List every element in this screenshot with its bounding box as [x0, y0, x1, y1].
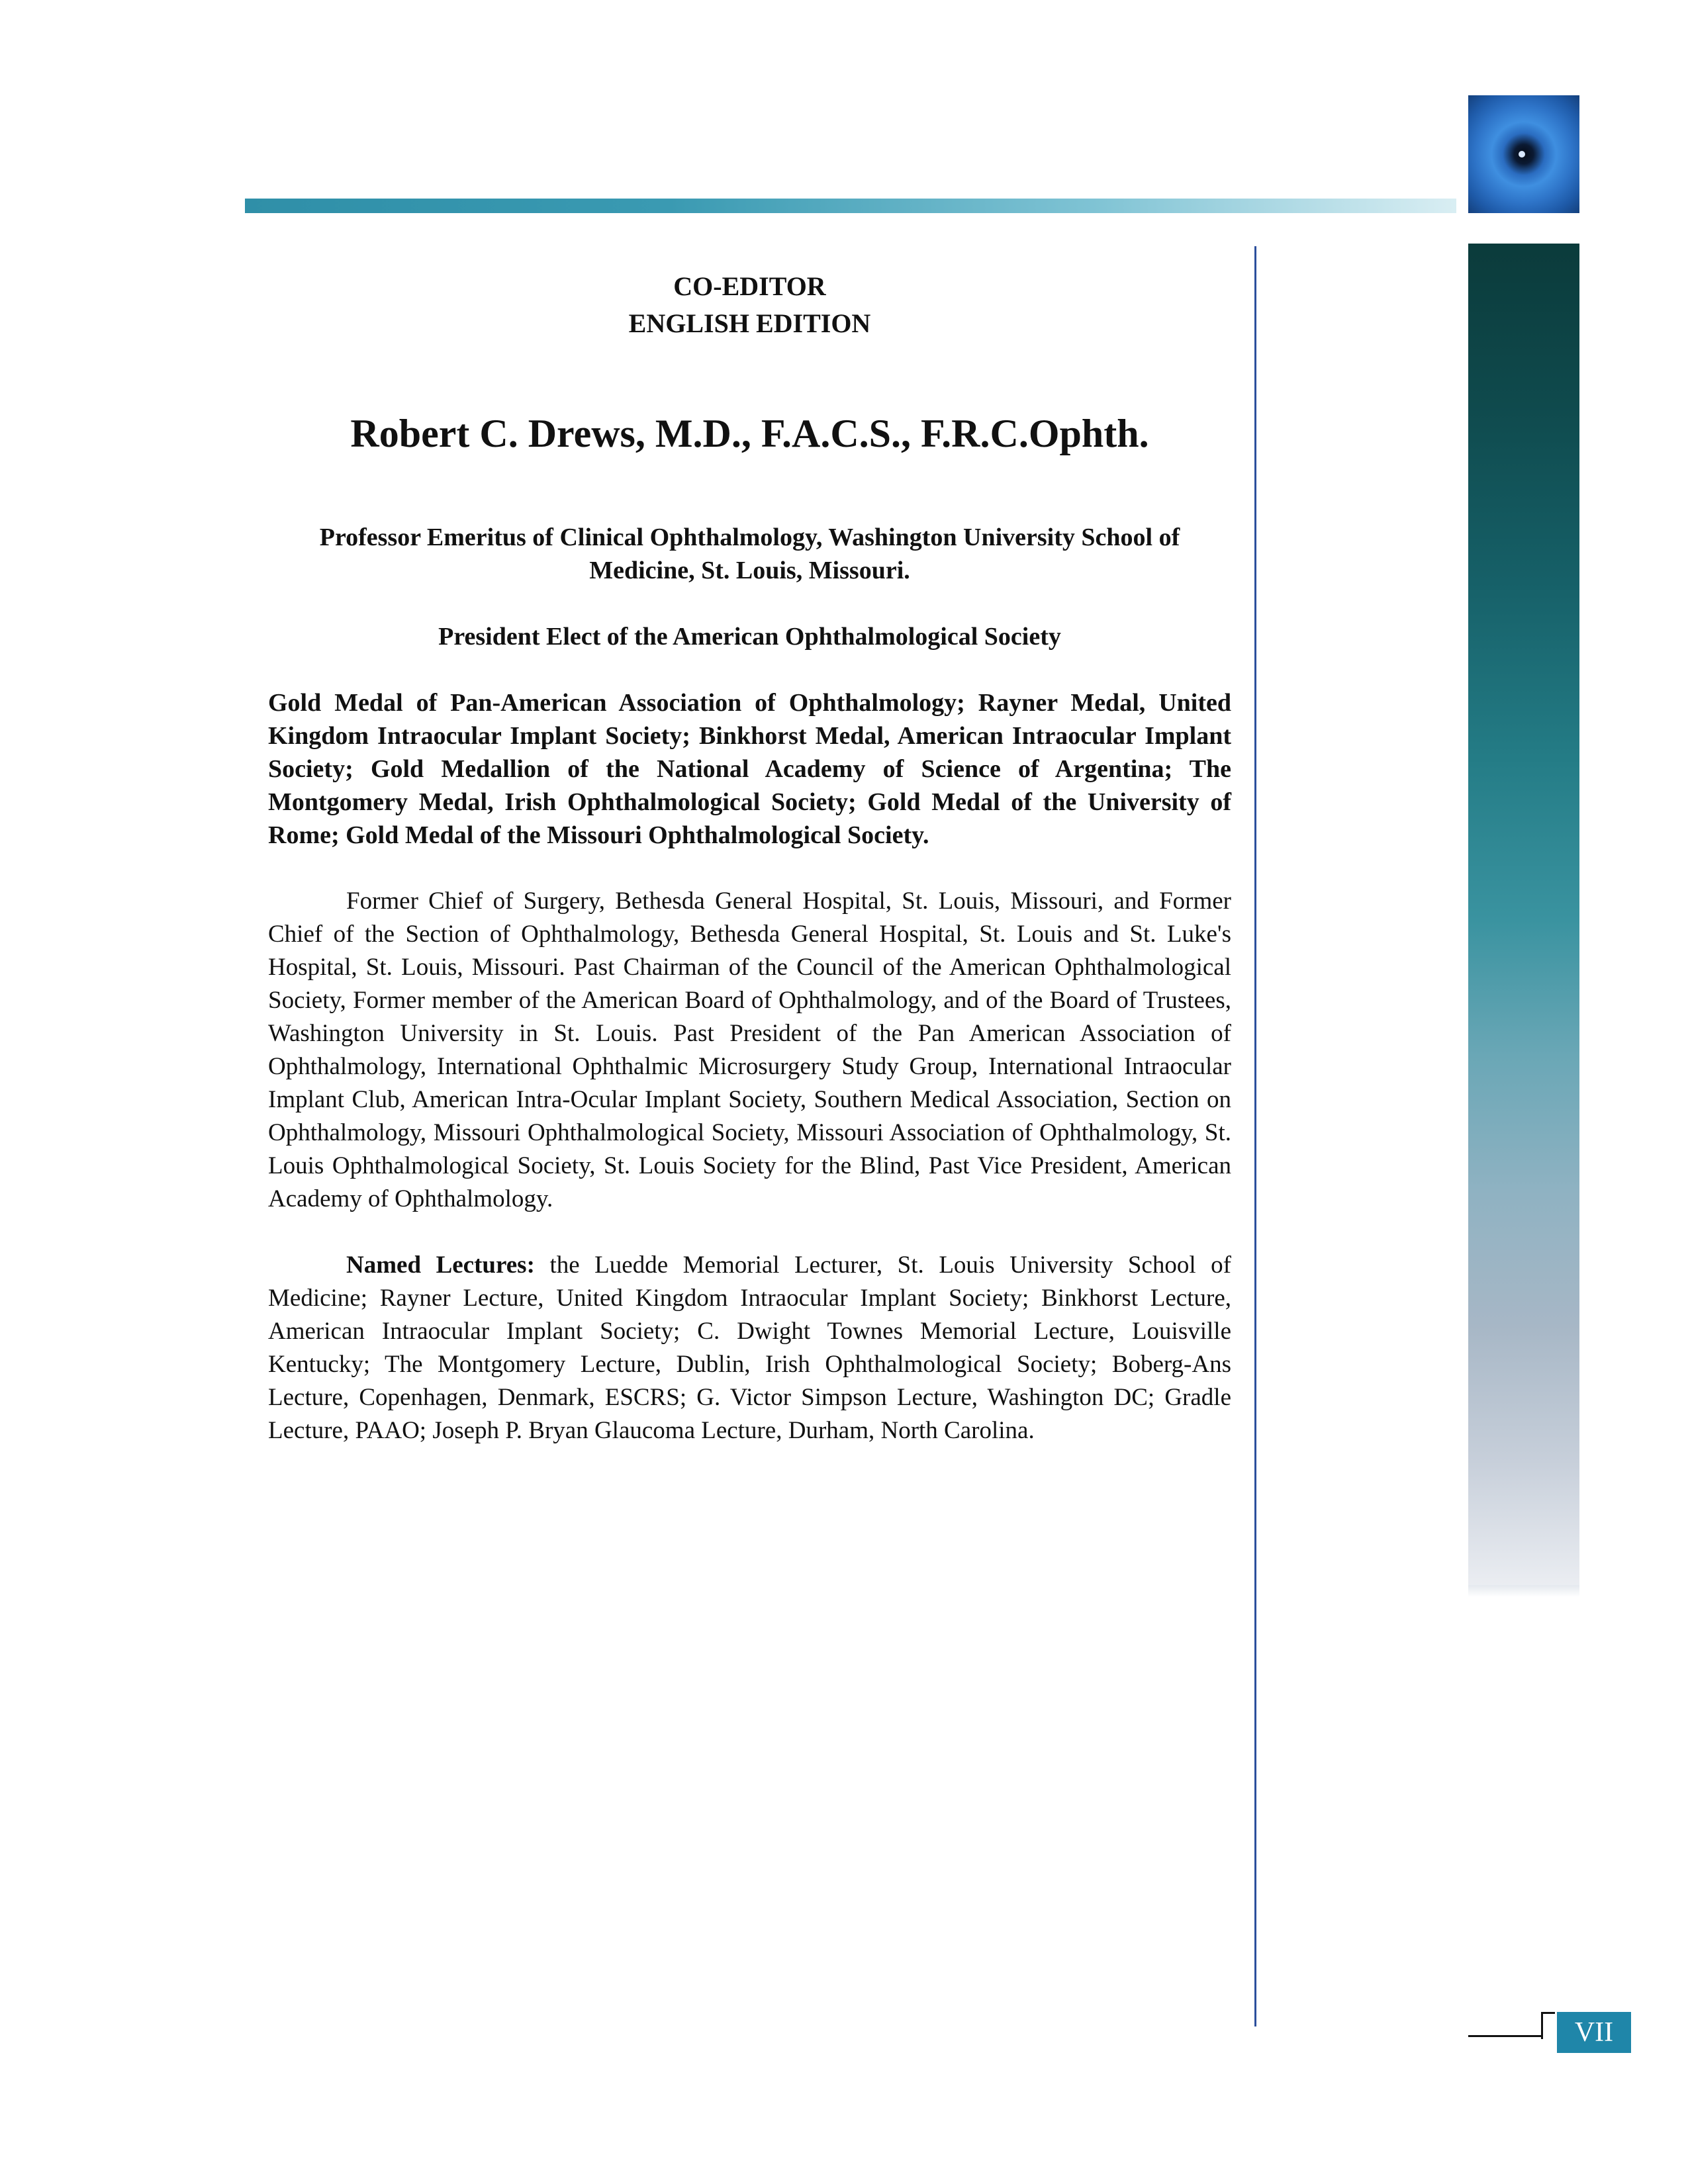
career-paragraph: Former Chief of Surgery, Bethesda General Hospital, St. Louis, Missouri, and Former Chief of the Section of Ophthalmology, Bethesda General Hospital, St. Louis and St. Luke's Hospital, St. Louis, Missouri. Past Chairman of the Council of the American Ophthalmological Society, Former member of the American Board of Ophthalmology, and of the Board of Trustees, Washington University in St. Louis. Past President of the Pan American Association of Ophthalmology, International Ophthalmic Microsurgery Study Group, International Intraocular Implant Club, American Intra-Ocular Implant Society, Southern Medical Association, Section on Ophthalmology, Missouri Ophthalmological Society, Missouri Association of Ophthalmology, St. Louis Ophthalmological Society, St. Louis Society for the Blind, Past Vice President, American Academy of Ophthalmology.	[268, 887, 1231, 1212]
decorative-side-panel	[1468, 244, 1579, 1597]
lectures-paragraph	[268, 1249, 1231, 1447]
decorative-side-panel-fade	[1468, 1585, 1579, 1597]
lectures-text: the Luedde Memorial Lecturer, St. Louis University School of Medicine; Rayner Lecture, United Kingdom Intraocular Implant Society; Binkhorst Lecture, American Intraocular Implant Society; C. Dwight Townes Memorial Lecture, Louisville Kentucky; The Montgomery Lecture, Dublin, Irish Ophthalmological Society; Boberg-Ans Lecture, Copenhagen, Denmark, ESCRS; G. Victor Simpson Lecture, Washington DC; Gradle Lecture, PAAO; Joseph P. Bryan Glaucoma Lecture, Durham, North Carolina.	[268, 1251, 1231, 1444]
lectures-label: Named Lectures:	[346, 1251, 535, 1279]
eye-image	[1468, 95, 1579, 213]
vertical-divider	[1254, 246, 1256, 2026]
affiliation	[268, 521, 1231, 587]
page-number-rule	[1468, 2035, 1541, 2037]
header-decorative-bar	[245, 199, 1456, 213]
affiliation-line-2: Medicine, St. Louis, Missouri.	[589, 557, 910, 584]
president-title: President Elect of the American Ophthalmological Society	[438, 623, 1061, 651]
page-number: VII	[1557, 2012, 1631, 2053]
eye-glint	[1519, 151, 1525, 158]
section-heading	[268, 268, 1231, 342]
page-number-frame	[1541, 2012, 1555, 2039]
main-content	[268, 268, 1231, 1447]
affiliation-line-1: Professor Emeritus of Clinical Ophthalmology, Washington University School of	[319, 523, 1180, 551]
medals-paragraph: Gold Medal of Pan-American Association of Ophthalmology; Rayner Medal, United Kingdom Intraocular Implant Society; Binkhorst Medal, American Intraocular Implant Society; Gold Medallion of the National Academy of Science of Argentina; The Montgomery Medal, Irish Ophthalmological Society; Gold Medal of the University of Rome; Gold Medal of the Missouri Ophthalmological Society.	[268, 689, 1231, 849]
heading-line-coeditor: CO-EDITOR	[673, 271, 826, 301]
heading-line-edition: ENGLISH EDITION	[628, 308, 871, 338]
editor-name: Robert C. Drews, M.D., F.A.C.S., F.R.C.Ophth.	[350, 412, 1149, 455]
